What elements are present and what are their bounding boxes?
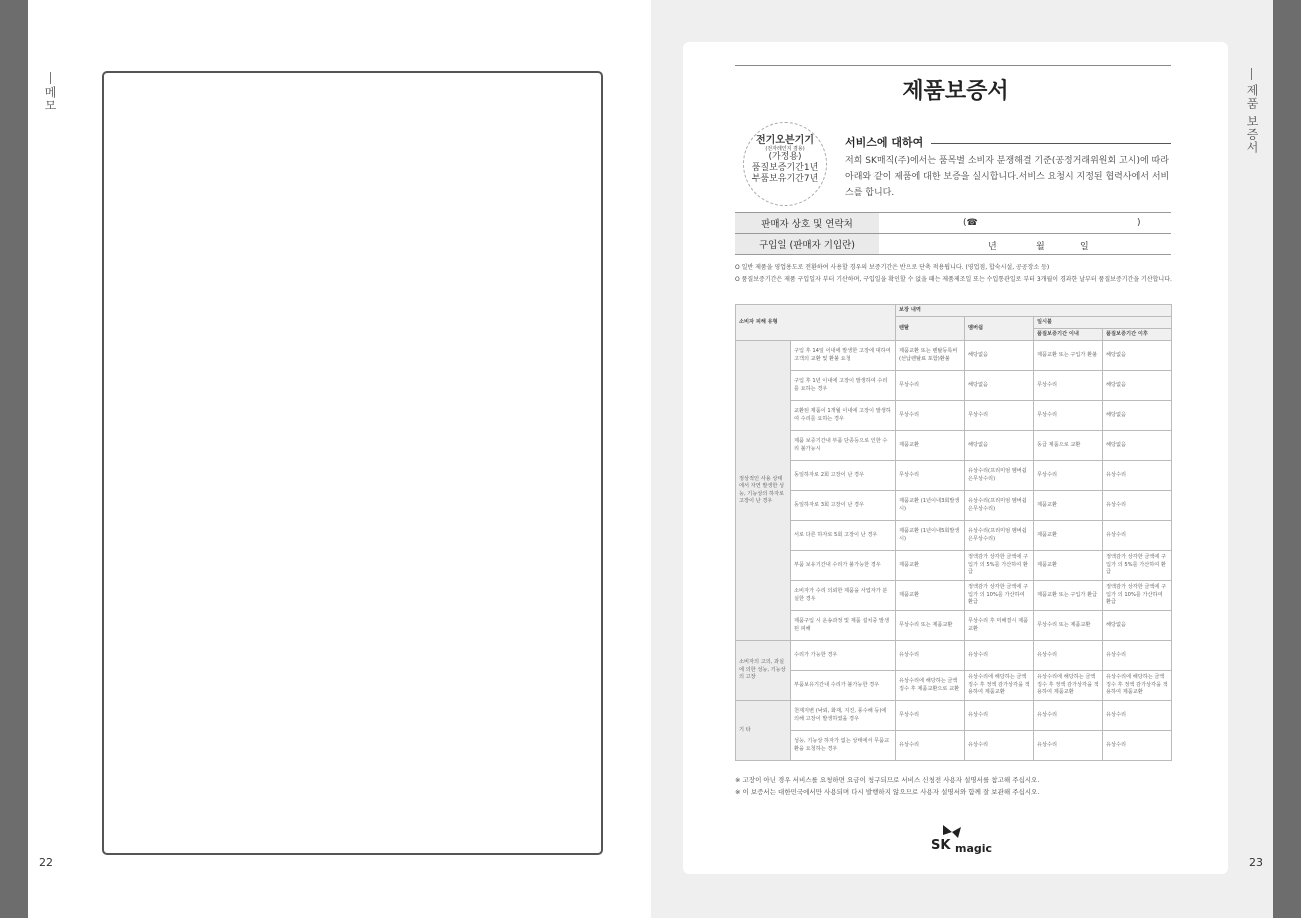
warranty-side-label: 제품 보증서 bbox=[1245, 84, 1259, 154]
after-cell: 해당없음 bbox=[1103, 341, 1172, 371]
within-cell: 무상수리 bbox=[1034, 401, 1103, 431]
rental-cell: 제품교환 (1년이내3회발생시) bbox=[896, 491, 965, 521]
table-row bbox=[736, 581, 1172, 611]
category-other: 기 타 bbox=[736, 701, 791, 761]
within-cell: 제품교환 bbox=[1034, 521, 1103, 551]
case-cell: 제품구입 시 운송과정 및 제품 설치중 발생된 피해 bbox=[791, 611, 896, 641]
membership-cell: 해당없음 bbox=[965, 431, 1034, 461]
seller-label: 판매자 상호 및 연락처 bbox=[735, 213, 879, 234]
warranty-card bbox=[683, 42, 1228, 874]
service-heading: 서비스에 대하여 bbox=[845, 136, 924, 149]
left-side-bar bbox=[50, 72, 51, 84]
within-cell: 유상수리에 해당하는 금액 징수 후 정액 감가상각을 적용하여 제품교환 bbox=[1034, 671, 1103, 701]
category-normal-use: 정상적인 사용 상태에서 자연 발생한 성능, 기능상의 하자로 고장이 난 경우 bbox=[736, 341, 791, 641]
table-row bbox=[736, 341, 1172, 371]
case-cell: 교환된 제품이 1개월 이내에 고장이 발생하여 수리를 요하는 경우 bbox=[791, 401, 896, 431]
header-membership: 멤버쉽 bbox=[965, 317, 1034, 341]
membership-cell: 해당없음 bbox=[965, 371, 1034, 401]
membership-cell: 유상수리(프리미엄 멤버쉽은무상수리) bbox=[965, 491, 1034, 521]
note-item: O 품질보증기간은 제품 구입일자 부터 기산하며, 구입일을 확인할 수 없을 때는 제품제조일 또는 수입통관일로 부터 3개월이 경과한 날부터 품질보증기간을 기산합니다. bbox=[735, 275, 1172, 283]
month-label: 월 bbox=[1036, 242, 1045, 252]
seller-value[interactable] bbox=[879, 213, 1171, 234]
after-cell: 해당없음 bbox=[1103, 611, 1172, 641]
day-label: 일 bbox=[1080, 242, 1089, 252]
within-cell: 제품교환 bbox=[1034, 551, 1103, 581]
purchase-date-label: 구입일 (판매자 기입란) bbox=[735, 234, 879, 255]
badge-product: 전기오븐기기 bbox=[756, 135, 814, 146]
table-row bbox=[736, 371, 1172, 401]
rental-cell: 제품교환 또는 렌탈등록비 (선납렌탈료 포함)환불 bbox=[896, 341, 965, 371]
service-rule bbox=[931, 143, 1171, 144]
header-damage-type: 소비자 피해 유형 bbox=[736, 305, 896, 341]
case-cell: 동일하자로 2회 고장이 난 경우 bbox=[791, 461, 896, 491]
footnote-item: ※ 이 보증서는 대한민국에서만 사용되며 다시 발행하지 않으므로 사용자 설명서와 함께 잘 보관해 주십시오. bbox=[735, 788, 1040, 796]
logo-sk-text: SK bbox=[931, 838, 951, 853]
rental-cell: 무상수리 bbox=[896, 701, 965, 731]
footnotes bbox=[735, 774, 1175, 798]
within-cell: 제품교환 bbox=[1034, 491, 1103, 521]
within-cell: 제품교환 또는 구입가 환불 bbox=[1034, 341, 1103, 371]
sk-magic-logo bbox=[931, 823, 995, 857]
phone-open: (☎ bbox=[963, 218, 978, 228]
header-after-warranty: 품질보증기간 이후 bbox=[1103, 329, 1172, 341]
table-row bbox=[736, 401, 1172, 431]
table-row bbox=[736, 491, 1172, 521]
case-cell: 동일하자로 3회 고장이 난 경우 bbox=[791, 491, 896, 521]
membership-cell: 해당없음 bbox=[965, 341, 1034, 371]
note-item: O 일반 제품을 영업용도로 전환하여 사용할 경우의 보증기간은 반으로 단축 적용됩니다. (영업점, 합숙시설, 공공장소 등) bbox=[735, 264, 1050, 271]
table-row bbox=[736, 521, 1172, 551]
page-number-right: 23 bbox=[1249, 856, 1263, 869]
right-side-bar bbox=[1251, 68, 1252, 80]
badge-subtitle: (전자레인지 겸용) bbox=[765, 146, 805, 152]
rental-cell: 무상수리 bbox=[896, 401, 965, 431]
rental-cell: 제품교환 bbox=[896, 581, 965, 611]
left-edge-strip bbox=[0, 0, 28, 918]
after-cell: 유상수리 bbox=[1103, 701, 1172, 731]
rental-cell: 제품교환 bbox=[896, 551, 965, 581]
rental-cell: 무상수리 bbox=[896, 371, 965, 401]
phone-close: ) bbox=[1137, 218, 1141, 228]
table-row bbox=[736, 641, 1172, 671]
table-row bbox=[736, 671, 1172, 701]
header-lump-sum: 일시불 bbox=[1034, 317, 1172, 329]
rental-cell: 유상수리에 해당하는 금액징수 후 제품교환으로 교환 bbox=[896, 671, 965, 701]
category-consumer-fault: 소비자의 고의, 과실에 의한 성능, 기능상의 고장 bbox=[736, 641, 791, 701]
after-cell: 유상수리 bbox=[1103, 491, 1172, 521]
page-number-left: 22 bbox=[39, 856, 53, 869]
page-title: 제품보증서 bbox=[902, 79, 1009, 104]
case-cell: 수리가 가능한 경우 bbox=[791, 641, 896, 671]
year-label: 년 bbox=[988, 242, 997, 252]
product-badge bbox=[743, 122, 827, 206]
footnote-item: ※ 고장이 아닌 경우 서비스를 요청하면 요금이 청구되므로 서비스 신청전 사용자 설명서를 참고해 주십시오. bbox=[735, 776, 1040, 784]
case-cell: 천재지변 (낙뢰, 화재, 지진, 풍수해 등)에 의해 고장이 발생하였을 경우 bbox=[791, 701, 896, 731]
table-row bbox=[736, 431, 1172, 461]
within-cell: 유상수리 bbox=[1034, 701, 1103, 731]
table-row bbox=[736, 551, 1172, 581]
after-cell: 정액감가 상각한 금액에 구입가 의 5%를 가산하여 환급 bbox=[1103, 551, 1172, 581]
memo-side-label: 메모 bbox=[43, 86, 57, 112]
within-cell: 무상수리 bbox=[1034, 461, 1103, 491]
within-cell: 무상수리 또는 제품교환 bbox=[1034, 611, 1103, 641]
after-cell: 정액감가 상각한 금액에 구입가 의 10%를 가산하여 환급 bbox=[1103, 581, 1172, 611]
case-cell: 제품 보증기간내 부품 단종등으로 인한 수리 불가능시 bbox=[791, 431, 896, 461]
memo-box bbox=[102, 71, 603, 855]
right-edge-strip bbox=[1273, 0, 1301, 918]
warranty-table bbox=[735, 304, 1172, 761]
badge-usage: (가정용) bbox=[768, 152, 802, 162]
case-cell: 부품보유기간내 수리가 불가능한 경우 bbox=[791, 671, 896, 701]
header-rental: 렌탈 bbox=[896, 317, 965, 341]
seller-form bbox=[735, 212, 1171, 255]
table-row bbox=[736, 611, 1172, 641]
after-cell: 유상수리 bbox=[1103, 521, 1172, 551]
case-cell: 소비자가 수리 의뢰한 제품을 사업자가 분실한 경우 bbox=[791, 581, 896, 611]
membership-cell: 유상수리(프리미엄 멤버쉽은무상수리) bbox=[965, 521, 1034, 551]
after-cell: 해당없음 bbox=[1103, 371, 1172, 401]
notes bbox=[735, 262, 1175, 285]
membership-cell: 유상수리(프리미엄 멤버쉽은무상수리) bbox=[965, 461, 1034, 491]
service-body: 저희 SK매직(주)에서는 품목별 소비자 분쟁해결 기준(공정거래위원회 고시)에 따라 아래와 같이 제품에 대한 보증을 실시합니다.서비스 요청시 지정된 협력사에서 서비스를 합니다. bbox=[845, 156, 1170, 198]
membership-cell: 무상수리 bbox=[965, 401, 1034, 431]
after-cell: 유상수리에 해당하는 금액 징수 후 정액 감가상각을 적용하여 제품교환 bbox=[1103, 671, 1172, 701]
case-cell: 부품 보유기간내 수리가 불가능한 경우 bbox=[791, 551, 896, 581]
table-row bbox=[736, 461, 1172, 491]
header-coverage: 보장 내역 bbox=[896, 305, 1172, 317]
table-row bbox=[736, 731, 1172, 761]
membership-cell: 유상수리 bbox=[965, 701, 1034, 731]
after-cell: 해당없음 bbox=[1103, 401, 1172, 431]
badge-parts-period: 부품보유기간7년 bbox=[751, 174, 819, 184]
after-cell: 해당없음 bbox=[1103, 431, 1172, 461]
rental-cell: 유상수리 bbox=[896, 641, 965, 671]
membership-cell: 유상수리 bbox=[965, 641, 1034, 671]
table-row bbox=[736, 701, 1172, 731]
rental-cell: 무상수리 bbox=[896, 461, 965, 491]
rental-cell: 유상수리 bbox=[896, 731, 965, 761]
within-cell: 무상수리 bbox=[1034, 371, 1103, 401]
within-cell: 유상수리 bbox=[1034, 731, 1103, 761]
after-cell: 유상수리 bbox=[1103, 731, 1172, 761]
badge-warranty-period: 품질보증기간1년 bbox=[751, 163, 819, 173]
within-cell: 동급 제품으로 교환 bbox=[1034, 431, 1103, 461]
within-cell: 제품교환 또는 구입가 환급 bbox=[1034, 581, 1103, 611]
purchase-date-value[interactable] bbox=[879, 234, 1171, 255]
logo-magic-text: magic bbox=[955, 842, 993, 855]
case-cell: 구입 후 14일 이내에 발생한 고장에 대하여 고객의 교환 및 환불 요청 bbox=[791, 341, 896, 371]
case-cell: 구입 후 1년 이내에 고장이 발생하여 수리를 요하는 경우 bbox=[791, 371, 896, 401]
membership-cell: 정액감가 상각한 금액에 구입가 의 5%를 가산하여 환급 bbox=[965, 551, 1034, 581]
after-cell: 유상수리 bbox=[1103, 641, 1172, 671]
rental-cell: 제품교환 (1년이내5회발생시) bbox=[896, 521, 965, 551]
within-cell: 유상수리 bbox=[1034, 641, 1103, 671]
case-cell: 성능, 기능상 하자가 없는 상태에서 무품교환을 요청하는 경우 bbox=[791, 731, 896, 761]
header-within-warranty: 품질보증기간 이내 bbox=[1034, 329, 1103, 341]
rental-cell: 무상수리 또는 제품교환 bbox=[896, 611, 965, 641]
case-cell: 서로 다른 하자로 5회 고장이 난 경우 bbox=[791, 521, 896, 551]
rental-cell: 제품교환 bbox=[896, 431, 965, 461]
membership-cell: 유상수리 bbox=[965, 731, 1034, 761]
after-cell: 유상수리 bbox=[1103, 461, 1172, 491]
membership-cell: 무상수리 후 미해결시 제품교환 bbox=[965, 611, 1034, 641]
membership-cell: 유상수리에 해당하는 금액 징수 후 정액 감가상각을 적용하여 제품교환 bbox=[965, 671, 1034, 701]
top-rule bbox=[735, 65, 1171, 66]
membership-cell: 정액감가 상각한 금액에 구입가 의 10%를 가산하여 환급 bbox=[965, 581, 1034, 611]
